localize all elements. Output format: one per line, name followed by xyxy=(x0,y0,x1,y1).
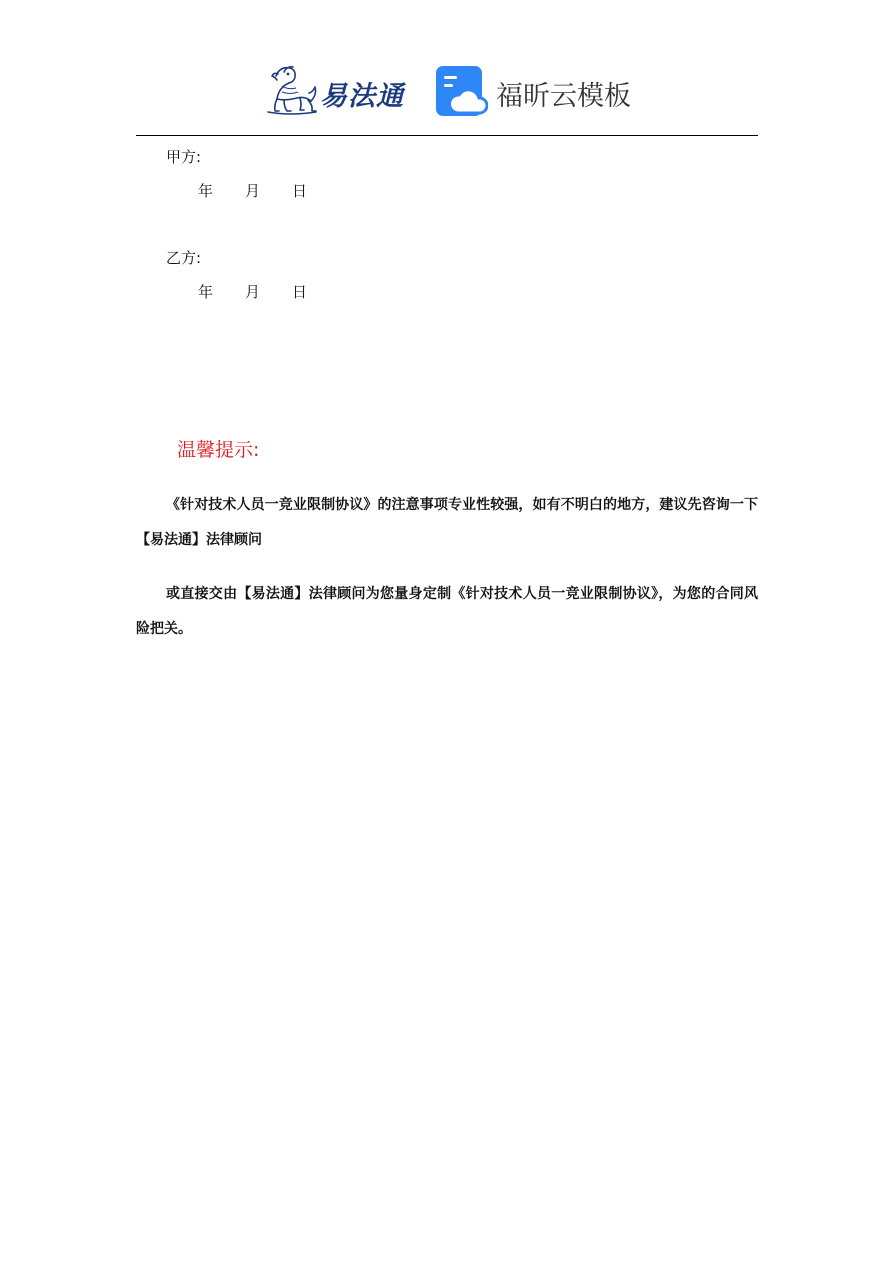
page-header xyxy=(0,60,893,122)
qilin-logo-icon xyxy=(262,62,320,118)
tips-paragraph-2: 或直接交由【易法通】法律顾问为您量身定制《针对技术人员一竞业限制协议》，为您的合同风险把关。 xyxy=(136,586,758,637)
party-a-label: 甲方: xyxy=(166,148,202,166)
yifatong-logo xyxy=(262,62,412,118)
foxit-cloud-template-text: 福昕云模板 xyxy=(496,81,631,112)
month-label: 月 xyxy=(245,182,261,200)
tips-title: 温馨提示: xyxy=(177,439,260,461)
year-label: 年 xyxy=(198,182,214,200)
foxit-cloud-template-logo xyxy=(436,64,636,118)
cloud-document-icon xyxy=(436,66,488,118)
party-a-date xyxy=(198,180,307,201)
header-divider xyxy=(136,135,758,136)
yifatong-logo-text: 易法通 xyxy=(320,81,404,112)
year-label: 年 xyxy=(198,283,214,301)
day-label: 日 xyxy=(292,182,308,200)
party-b-label: 乙方: xyxy=(166,249,202,267)
tips-paragraph-1: 《针对技术人员一竞业限制协议》的注意事项专业性较强，如有不明白的地方，建议先咨询一下【易法通】法律顾问 xyxy=(136,497,758,548)
party-b-date xyxy=(198,281,307,302)
day-label: 日 xyxy=(292,283,308,301)
month-label: 月 xyxy=(245,283,261,301)
